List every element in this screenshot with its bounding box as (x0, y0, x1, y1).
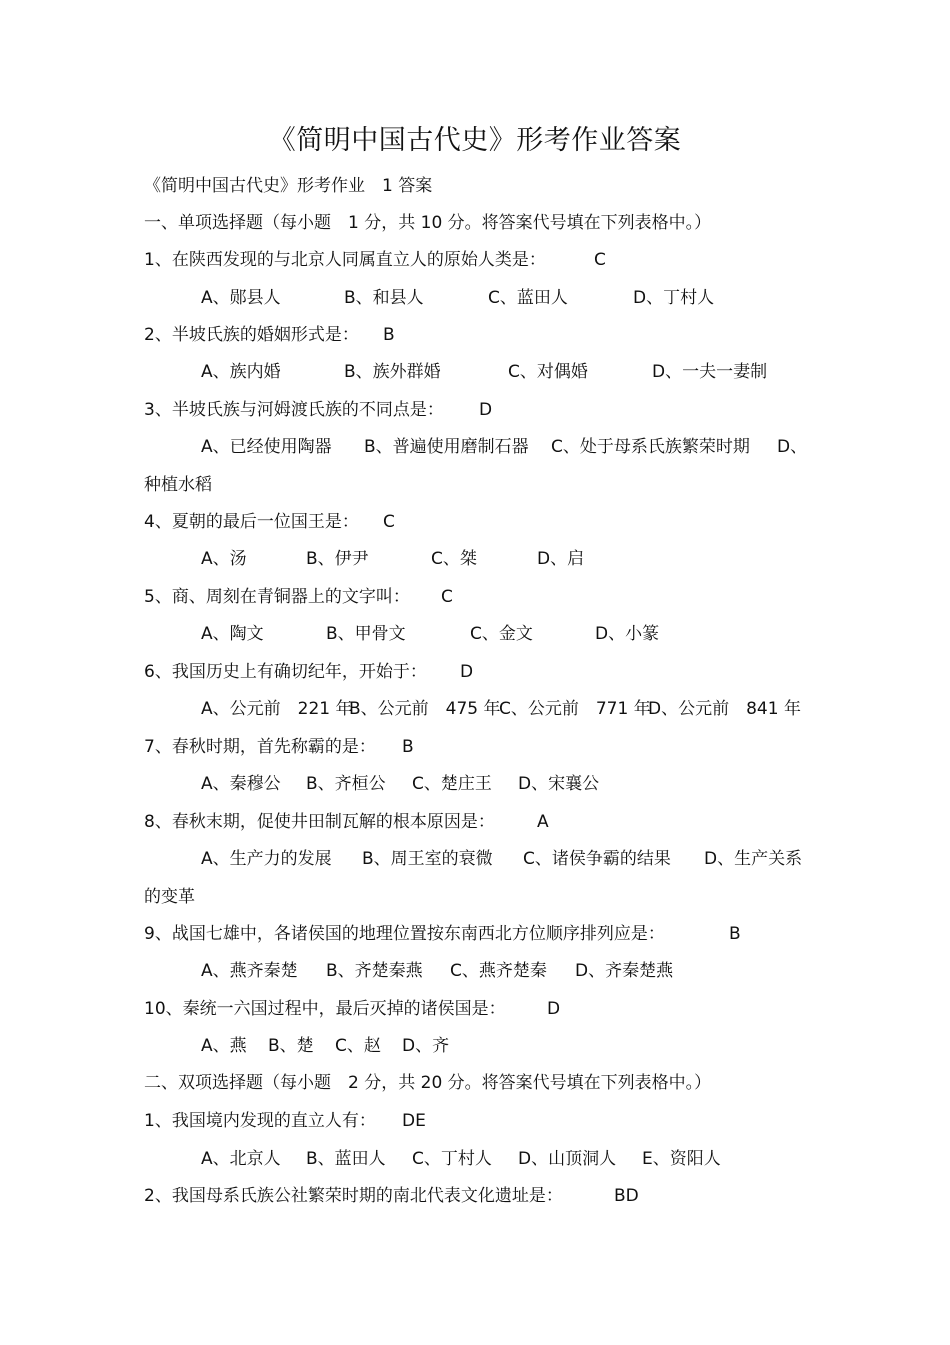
question-1-option-d: D、丁村人 (633, 288, 715, 308)
question-6-option-c: C、公元前 771 年 (499, 699, 651, 719)
question-8-option-b: B、周王室的衰微 (362, 849, 493, 869)
question-5-option-d: D、小篆 (595, 624, 660, 644)
question-10-answer: D (547, 999, 561, 1019)
question-2-option-d: D、一夫一妻制 (652, 362, 768, 382)
question-10-option-d: D、齐 (402, 1036, 450, 1056)
multi-question-1-answer: DE (402, 1111, 426, 1131)
question-4-option-c: C、桀 (431, 549, 477, 569)
question-6-option-d: D、公元前 841 年 (648, 699, 801, 719)
question-1-option-c: C、蓝田人 (488, 288, 568, 308)
question-6-answer: D (460, 662, 474, 682)
question-9-option-b: B、齐楚秦燕 (326, 961, 423, 981)
question-5-option-a: A、陶文 (201, 624, 264, 644)
question-4-option-b: B、伊尹 (306, 549, 369, 569)
question-2-option-c: C、对偶婚 (508, 362, 588, 382)
question-2-option-a: A、族内婚 (201, 362, 281, 382)
question-3-option-d-continuation: 种植水稻 (144, 475, 212, 495)
question-3-option-d: D、 (777, 437, 808, 457)
multi-question-1-option-d: D、山顶洞人 (518, 1149, 617, 1169)
multi-question-2-answer: BD (614, 1186, 639, 1206)
question-4-option-a: A、汤 (201, 549, 247, 569)
question-8: 8、春秋末期，促使井田制瓦解的根本原因是： (144, 812, 495, 832)
question-8-option-d: D、生产关系 (704, 849, 803, 869)
section-heading-double-choice: 二、双项选择题（每小题 2 分，共 20 分。将答案代号填在下列表格中。） (144, 1073, 712, 1093)
question-9-option-c: C、燕齐楚秦 (450, 961, 547, 981)
question-10-option-c: C、赵 (335, 1036, 381, 1056)
multi-question-1: 1、我国境内发现的直立人有： (144, 1111, 376, 1131)
question-2: 2、半坡氏族的婚姻形式是： (144, 325, 359, 345)
question-1: 1、在陕西发现的与北京人同属直立人的原始人类是： (144, 250, 546, 270)
multi-question-1-option-c: C、丁村人 (412, 1149, 492, 1169)
section-heading-single-choice: 一、单项选择题（每小题 1 分，共 10 分。将答案代号填在下列表格中。） (144, 213, 712, 233)
question-9-answer: B (729, 924, 741, 944)
question-7-option-c: C、楚庄王 (412, 774, 492, 794)
multi-question-1-option-e: E、资阳人 (642, 1149, 721, 1169)
question-3-option-b: B、普遍使用磨制石器 (364, 437, 529, 457)
question-9: 9、战国七雄中，各诸侯国的地理位置按东南西北方位顺序排列应是： (144, 924, 665, 944)
question-4: 4、夏朝的最后一位国王是： (144, 512, 359, 532)
question-10-option-a: A、燕 (201, 1036, 247, 1056)
question-4-option-d: D、启 (537, 549, 585, 569)
question-1-option-a: A、郧县人 (201, 288, 281, 308)
question-5-answer: C (441, 587, 453, 607)
question-3-answer: D (479, 400, 493, 420)
question-7: 7、春秋时期，首先称霸的是： (144, 737, 376, 757)
question-6: 6、我国历史上有确切纪年，开始于： (144, 662, 427, 682)
question-3: 3、半坡氏族与河姆渡氏族的不同点是： (144, 400, 444, 420)
document-title: 《简明中国古代史》形考作业答案 (268, 125, 682, 156)
question-7-option-b: B、齐桓公 (306, 774, 386, 794)
question-2-option-b: B、族外群婚 (344, 362, 441, 382)
multi-question-2: 2、我国母系氏族公社繁荣时期的南北代表文化遗址是： (144, 1186, 563, 1206)
question-6-option-b: B、公元前 475 年 (349, 699, 501, 719)
question-3-option-a: A、已经使用陶器 (201, 437, 332, 457)
multi-question-1-option-a: A、北京人 (201, 1149, 281, 1169)
question-1-answer: C (594, 250, 606, 270)
question-5-option-b: B、甲骨文 (326, 624, 406, 644)
question-1-option-b: B、和县人 (344, 288, 424, 308)
question-8-option-a: A、生产力的发展 (201, 849, 332, 869)
question-10-option-b: B、楚 (268, 1036, 314, 1056)
question-8-option-c: C、诸侯争霸的结果 (523, 849, 671, 869)
question-8-option-d-continuation: 的变革 (144, 887, 195, 907)
question-7-option-d: D、宋襄公 (518, 774, 600, 794)
question-7-answer: B (402, 737, 414, 757)
document-subtitle: 《简明中国古代史》形考作业 1 答案 (144, 176, 433, 196)
question-5-option-c: C、金文 (470, 624, 533, 644)
question-2-answer: B (383, 325, 395, 345)
question-9-option-d: D、齐秦楚燕 (575, 961, 674, 981)
question-7-option-a: A、秦穆公 (201, 774, 281, 794)
question-6-option-a: A、公元前 221 年 (201, 699, 353, 719)
question-3-option-c: C、处于母系氏族繁荣时期 (551, 437, 750, 457)
question-4-answer: C (383, 512, 395, 532)
multi-question-1-option-b: B、蓝田人 (306, 1149, 386, 1169)
question-9-option-a: A、燕齐秦楚 (201, 961, 298, 981)
question-5: 5、商、周刻在青铜器上的文字叫： (144, 587, 410, 607)
question-10: 10、秦统一六国过程中，最后灭掉的诸侯国是： (144, 999, 506, 1019)
question-8-answer: A (537, 812, 549, 832)
